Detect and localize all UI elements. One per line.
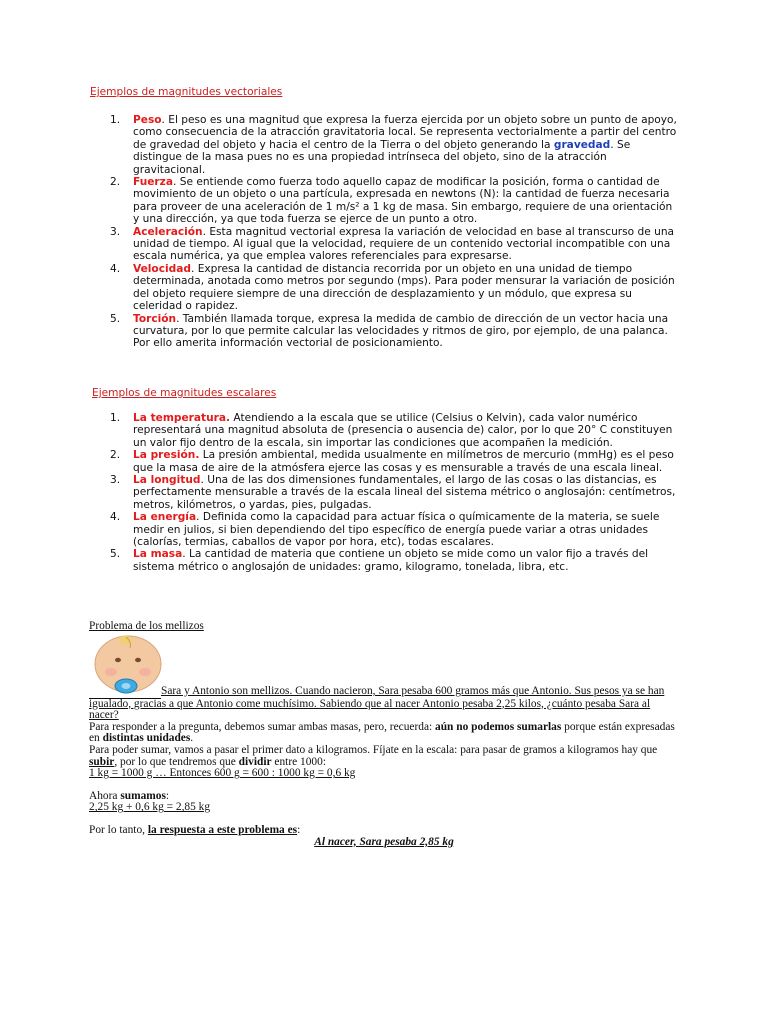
item-number: 4. (110, 511, 121, 524)
item-keyword: La presión. (133, 449, 200, 462)
item-keyword: La masa (133, 548, 183, 561)
item-text: . Definida como la capacidad para actuar física o químicamente de la materia, se suele medir en julios, si bien dependiendo del tipo específico de energía puede variar a otras unidades (calorías, termias, caballos de vapor por hora, etc), todas escalares. (133, 511, 660, 549)
item-text: . Esta magnitud vectorial expresa la variación de velocidad en base al transcurso de una unidad de tiempo. Al igual que la velocidad, requiere de un contenido vectorial incompatible con una escala numérica, ya que emplea valores referenciales para expresarse. (133, 225, 675, 263)
list-escalares (110, 412, 678, 573)
item-number: 1. (110, 114, 121, 126)
item-number: 5. (110, 312, 121, 325)
item-number: 3. (110, 474, 121, 487)
problem-statement (89, 686, 679, 722)
item-keyword: Velocidad (133, 262, 191, 275)
item-number: 4. (110, 262, 121, 275)
final-answer: Al nacer, Sara pesaba 2,85 kg (314, 835, 454, 848)
item-number: 2. (110, 176, 121, 189)
item-keyword-link[interactable]: gravedad (553, 138, 611, 151)
list-item (110, 226, 678, 263)
problem-title: Problema de los mellizos (89, 620, 204, 632)
item-keyword: Torción (133, 312, 177, 325)
item-text: . También llamada torque, expresa la medida de cambio de dirección de un vector hacia una curvatura, por lo que permite calcular las velocidades y ritmos de giro, por ejemplo, de una palanca. Por ello amerita información vectorial de posicionamiento. (133, 312, 669, 350)
item-number: 5. (110, 548, 121, 561)
list-item (110, 114, 678, 176)
list-item (110, 474, 678, 511)
list-item (110, 548, 678, 573)
item-keyword: Fuerza (133, 176, 173, 189)
paragraph-conclusion: Por lo tanto, la respuesta a este problema es: (89, 823, 301, 836)
paragraph-responder: Para responder a la pregunta, debemos sumar ambas masas, pero, recuerda: aún no podemos sumarlas porque están expresadas en distintas unidades. (89, 720, 675, 745)
item-text: . La cantidad de materia que contiene un objeto se mide como un valor fijo a través del sistema métrico o anglosajón de unidades: gramo, kilogramo, tonelada, libra, etc. (133, 548, 649, 573)
section-heading-vectoriales: Ejemplos de magnitudes vectoriales (90, 86, 283, 98)
item-number: 1. (110, 412, 121, 424)
item-keyword: La longitud (133, 474, 201, 487)
list-item (110, 263, 678, 313)
item-text: . El peso es una magnitud que expresa la fuerza ejercida por un objeto sobre un punto de apoyo, como consecuencia de la atracción gravitatoria local. Se representa vectorialmente a partir del centro de gravedad del objeto y hacia el centro de la Tierra o del objeto generando la (133, 114, 677, 151)
list-item (110, 449, 678, 474)
paragraph-sumar: Para poder sumar, vamos a pasar el primer dato a kilogramos. Fíjate en la escala: para pasar de gramos a kilogramos hay que subir, por lo que tendremos que dividir entre 1000: (89, 743, 658, 768)
item-text: La presión ambiental, medida usualmente en milímetros de mercurio (mmHg) es el peso que la masa de aire de la atmósfera ejerce las cosas y es mensurable a través de una escala lineal. (133, 449, 674, 474)
list-item (110, 313, 678, 350)
item-text: . Se entiende como fuerza todo aquello capaz de modificar la posición, forma o cantidad de movimiento de un objeto o una partícula, expresada en newtons (N): la cantidad de fuerza necesaria para proveer de una aceleración de 1 m/s² a 1 kg de masa. Sin embargo, requiere de una orientación y una dirección, ya que toda fuerza se ejerce de un punto a otro. (133, 176, 673, 226)
problem-body (89, 686, 679, 848)
problem-statement-text: Sara y Antonio son mellizos. Cuando nacieron, Sara pesaba 600 gramos más que Antonio. Sus pesos ya se han igualado, gracias a que Antonio come muchísimo. Sabiendo que al nacer Antonio pesaba 2,25 kilos, ¿cuánto pesaba Sara al nacer? (89, 685, 665, 722)
item-keyword: La energía (133, 511, 197, 524)
list-item (110, 412, 678, 449)
paragraph-ahora: Ahora sumamos: (89, 789, 170, 802)
conversion-line: 1 kg = 1000 g … Entonces 600 g = 600 : 1000 kg = 0,6 kg (89, 767, 356, 780)
item-text: . Se distingue de la masa pues no es una propiedad intrínseca del objeto, sino de la atracción gravitacional. (133, 138, 631, 176)
sum-line: 2,25 kg + 0,6 kg = 2,85 kg (89, 801, 211, 814)
item-keyword: Peso (133, 114, 162, 126)
list-item (110, 511, 678, 548)
item-number: 2. (110, 449, 121, 462)
item-text: . Expresa la cantidad de distancia recorrida por un objeto en una unidad de tiempo determinada, anotada como metros por segundo (mps). Para poder mensurar la variación de posición del objeto requiere siempre de una dirección de desplazamiento y un módulo, que expresa su celeridad o rapidez. (133, 262, 675, 313)
list-vectoriales (110, 114, 678, 350)
list-item (110, 176, 678, 226)
item-keyword: Aceleración (133, 225, 203, 238)
item-number: 3. (110, 225, 121, 238)
item-text: . Una de las dos dimensiones fundamentales, el largo de las cosas o las distancias, es perfectamente mensurable a través de la escala lineal del sistema métrico o anglosajón: centímetros, metros, kilómetros, o yardas, pies, pulgadas. (133, 474, 676, 511)
section-heading-escalares: Ejemplos de magnitudes escalares (92, 387, 277, 399)
item-keyword: La temperatura. (133, 412, 231, 424)
item-text: Atendiendo a la escala que se utilice (Celsius o Kelvin), cada valor numérico representará una magnitud absoluta de (presencia o ausencia de) calor, por lo que 20° C constituyen un valor fijo dentro de la escala, sin importar las condiciones que acompañen la medición. (133, 412, 673, 449)
